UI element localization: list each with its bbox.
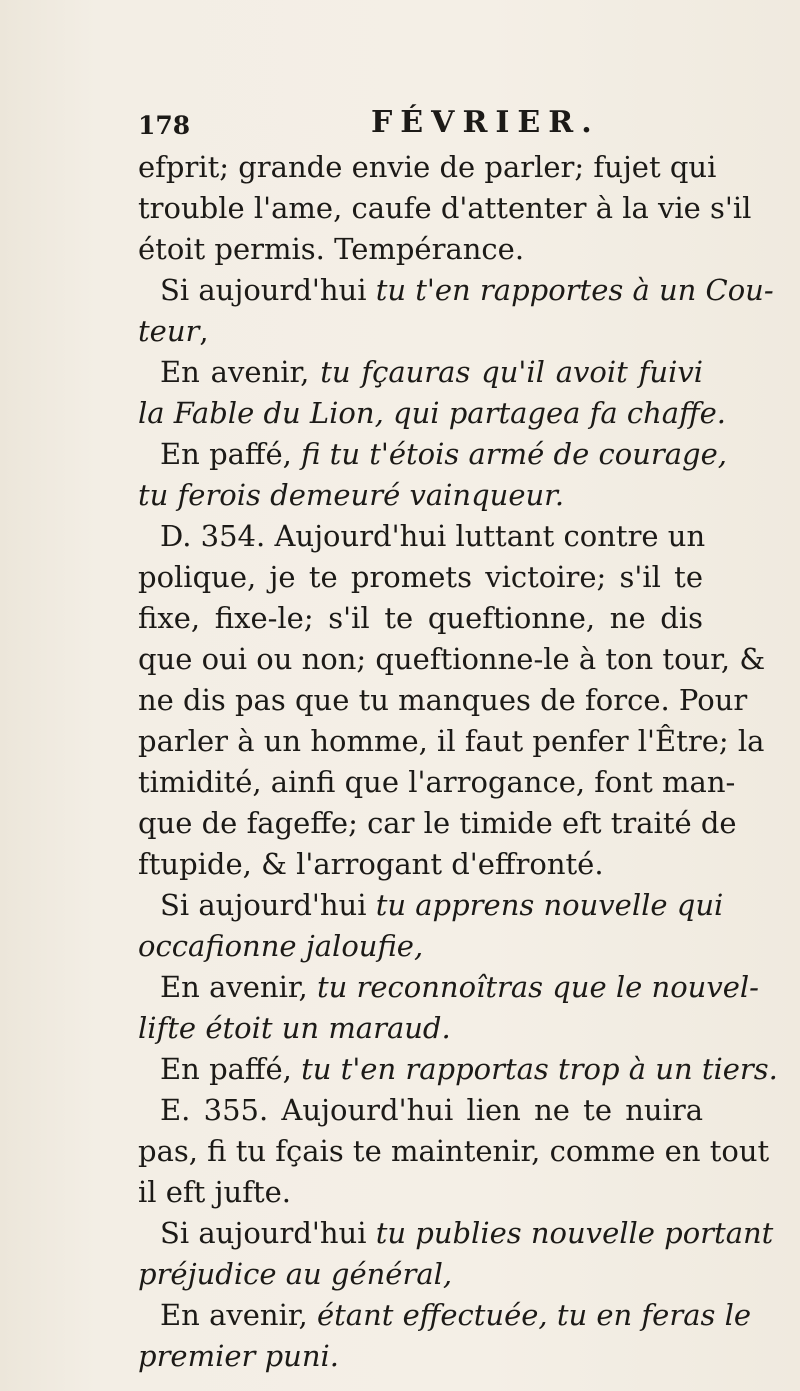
italic-text: tu t'en rapportas trop à un tiers. <box>301 1052 778 1086</box>
text-line <box>138 1172 703 1213</box>
italic-text: tu publies nouvelle portant <box>375 1216 774 1250</box>
text-line <box>138 1295 752 1336</box>
text-segment: trouble l'ame, caufe d'attenter à la vie s'il <box>138 191 752 225</box>
italic-text: préjudice au général, <box>138 1257 453 1291</box>
italic-text: la Fable du Lion, qui partagea fa chaffe. <box>138 396 727 430</box>
text-line <box>138 311 703 352</box>
text-segment: fixe, fixe-le; s'il te queftionne, ne dis <box>138 601 703 635</box>
page-header <box>138 105 698 145</box>
italic-text: teur <box>138 314 200 348</box>
running-title: FÉVRIER. <box>371 105 600 140</box>
text-line <box>138 885 724 926</box>
text-line <box>138 188 752 229</box>
italic-text: tu reconnoîtras que le nouvel- <box>316 970 759 1004</box>
text-segment: il eft jufte. <box>138 1175 291 1209</box>
text-line <box>138 1131 770 1172</box>
text-line <box>138 844 703 885</box>
text-line <box>138 598 703 639</box>
text-segment: Si aujourd'hui <box>160 1216 376 1250</box>
italic-text: tu ferois demeuré vainqueur. <box>138 478 565 512</box>
italic-text: occafionne jaloufie, <box>138 929 424 963</box>
text-line <box>138 393 727 434</box>
text-segment: étoit permis. Tempérance. <box>138 232 525 266</box>
text-line <box>138 475 703 516</box>
text-line <box>138 270 774 311</box>
text-line <box>138 1213 774 1254</box>
italic-text: fi tu t'étois armé de courage, <box>301 437 727 471</box>
italic-text: tu fçauras qu'il avoit fuivi <box>320 355 703 389</box>
text-segment: Si aujourd'hui <box>160 888 376 922</box>
text-segment: polique, je te promets victoire; s'il te <box>138 560 703 594</box>
italic-text: lifte étoit un maraud. <box>138 1011 451 1045</box>
text-segment: En paffé, <box>160 437 302 471</box>
text-line <box>138 680 748 721</box>
italic-text: tu t'en rapportes à un Cou- <box>375 273 774 307</box>
text-segment: timidité, ainfi que l'arrogance, font man- <box>138 765 736 799</box>
text-segment: ne dis pas que tu manques de force. Pour <box>138 683 748 717</box>
text-line <box>138 1336 703 1377</box>
text-segment: En avenir, <box>160 970 317 1004</box>
text-line <box>138 352 703 393</box>
text-line <box>138 557 703 598</box>
text-segment: Si aujourd'hui <box>160 273 376 307</box>
text-segment: , <box>199 314 209 348</box>
text-line <box>138 721 765 762</box>
text-segment: parler à un homme, il faut penfer l'Être; la <box>138 724 765 758</box>
text-line <box>138 926 703 967</box>
text-segment: efprit; grande envie de parler; fujet qui <box>138 150 717 184</box>
text-segment: En avenir, <box>160 355 321 389</box>
text-line <box>138 1008 703 1049</box>
text-segment: D. 354. Aujourd'hui luttant contre un <box>160 519 706 553</box>
text-line <box>138 803 737 844</box>
italic-text: tu apprens nouvelle qui <box>375 888 724 922</box>
text-line <box>138 516 706 557</box>
page-number: 178 <box>138 111 191 140</box>
italic-text: premier puni. <box>138 1339 340 1373</box>
text-segment: E. 355. Aujourd'hui lien ne te nuira <box>160 1093 703 1127</box>
text-line <box>138 1090 703 1131</box>
text-line <box>138 1049 778 1090</box>
italic-text: étant effectuée, tu en feras le <box>316 1298 752 1332</box>
text-segment: pas, fi tu fçais te maintenir, comme en tout <box>138 1134 770 1168</box>
body-text <box>138 147 778 1377</box>
text-segment: que oui ou non; queftionne-le à ton tour, & <box>138 642 766 676</box>
text-line <box>138 1254 703 1295</box>
text-segment: que de fageffe; car le timide eft traité de <box>138 806 737 840</box>
text-segment: En paffé, <box>160 1052 302 1086</box>
text-line <box>138 639 766 680</box>
text-line <box>138 147 717 188</box>
text-line <box>138 967 759 1008</box>
text-line <box>138 762 736 803</box>
text-segment: ftupide, & l'arrogant d'effronté. <box>138 847 604 881</box>
text-segment: En avenir, <box>160 1298 317 1332</box>
text-line <box>138 434 727 475</box>
text-line <box>138 229 703 270</box>
